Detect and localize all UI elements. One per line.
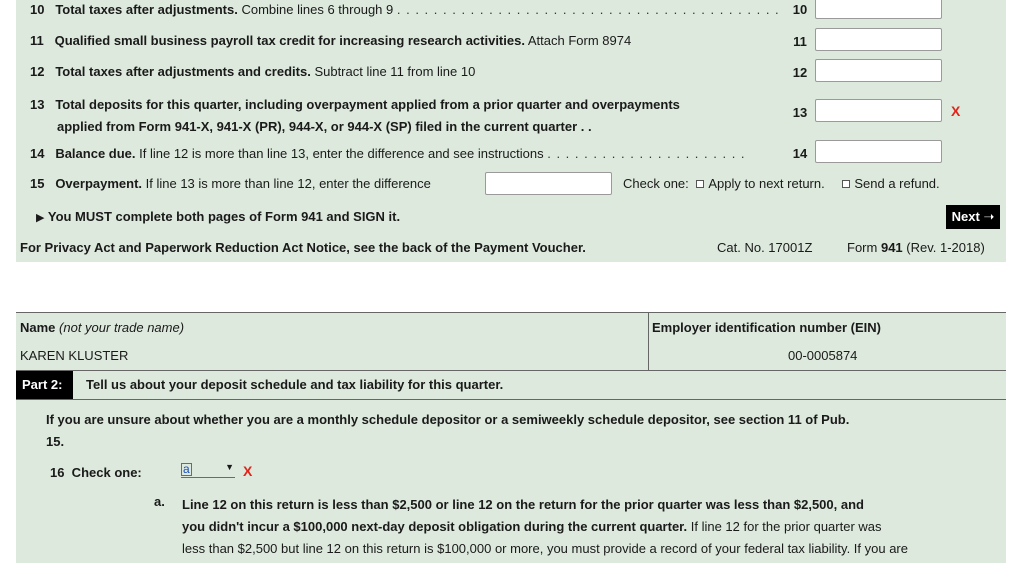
line-14-input[interactable] bbox=[815, 140, 942, 163]
must-complete-notice bbox=[36, 209, 400, 224]
next-button-label: Next bbox=[951, 209, 980, 224]
triangle-right-icon: ▶ bbox=[36, 212, 45, 224]
option-a-line2-bold: you didn't incur a $100,000 next-day deposit obligation during the current quarter. bbox=[182, 519, 688, 534]
box-number: 14 bbox=[792, 146, 808, 161]
form-revision: (Rev. 1-2018) bbox=[906, 240, 985, 255]
line-label: Total taxes after adjustments and credits. bbox=[55, 64, 311, 79]
deposit-intro-line1: If you are unsure about whether you are a monthly schedule depositor or a semiweekly schedule depositor, see section 11 of Pub. bbox=[46, 412, 850, 427]
dot-leader: . . . . . . . . . . . . . . . . . . . . . . bbox=[547, 146, 746, 161]
line-13 bbox=[30, 94, 790, 138]
line-number: 15 bbox=[30, 176, 45, 191]
arrow-right-icon: ➝ bbox=[983, 209, 995, 224]
line-desc: Attach Form 8974 bbox=[527, 33, 632, 48]
part2-top-rule bbox=[16, 370, 1006, 371]
line-10-input[interactable] bbox=[815, 0, 942, 19]
deposit-intro-line2: 15. bbox=[46, 434, 65, 449]
privacy-notice: For Privacy Act and Paperwork Reduction Act Notice, see the back of the Payment Voucher. bbox=[20, 240, 586, 255]
error-x-icon: X bbox=[951, 103, 961, 119]
name-hint: (not your trade name) bbox=[59, 320, 185, 335]
apply-next-label: Apply to next return. bbox=[708, 176, 825, 191]
name-ein-divider bbox=[648, 312, 649, 370]
line-label: Total deposits for this quarter, including overpayment applied from a prior quarter and overpayments bbox=[55, 97, 680, 112]
option-a-line1: Line 12 on this return is less than $2,500 or line 12 on the return for the prior quarter was less than $2,500, and bbox=[182, 497, 864, 512]
line-number: 14 bbox=[30, 146, 45, 161]
option-a-marker: a. bbox=[154, 494, 165, 509]
name-label bbox=[20, 320, 184, 335]
line-label: Total taxes after adjustments. bbox=[55, 2, 238, 17]
line-desc: Subtract line 11 from line 10 bbox=[314, 64, 476, 79]
part2-label: Part 2: bbox=[16, 371, 73, 399]
line-14 bbox=[30, 146, 790, 161]
line-11 bbox=[30, 33, 790, 48]
line-number: 12 bbox=[30, 64, 45, 79]
line-16-label: 16 Check one: bbox=[50, 465, 142, 480]
check-one-label: Check one: bbox=[623, 176, 689, 191]
line-13-input[interactable] bbox=[815, 99, 942, 122]
part2-title: Tell us about your deposit schedule and tax liability for this quarter. bbox=[86, 377, 504, 392]
box-number: 12 bbox=[792, 65, 808, 80]
line-desc: If line 12 is more than line 13, enter the difference and see instructions bbox=[139, 146, 544, 161]
box-number: 10 bbox=[792, 2, 808, 17]
ein-value: 00-0005874 bbox=[788, 348, 858, 363]
dropdown-arrow-icon: ▼ bbox=[225, 462, 234, 472]
ein-label: Employer identification number (EIN) bbox=[652, 320, 881, 335]
part2-bottom-rule bbox=[16, 399, 1006, 400]
line-number: 11 bbox=[30, 33, 44, 48]
line-label: Qualified small business payroll tax credit for increasing research activities. bbox=[54, 33, 525, 48]
dot-leader: . . . . . . . . . . . . . . . . . . . . . . . . . . . . . . . . . . . . . . . . . . bbox=[396, 2, 780, 17]
box-number: 13 bbox=[792, 105, 808, 120]
cat-no: Cat. No. 17001Z bbox=[717, 240, 813, 255]
name-value: KAREN KLUSTER bbox=[20, 348, 129, 363]
line-16-select[interactable] bbox=[181, 462, 235, 478]
error-x-icon: X bbox=[243, 463, 253, 479]
line-16-select-value: a bbox=[183, 462, 190, 476]
next-button[interactable] bbox=[946, 205, 1000, 229]
line-number: 13 bbox=[30, 97, 45, 112]
box-number: 11 bbox=[793, 34, 807, 49]
send-refund-checkbox[interactable] bbox=[842, 180, 850, 188]
apply-next-checkbox[interactable] bbox=[696, 180, 704, 188]
form-number: 941 bbox=[880, 240, 903, 255]
option-a-line2-rest: If line 12 for the prior quarter was bbox=[690, 519, 882, 534]
line-15-input[interactable] bbox=[485, 172, 612, 195]
line-12-input[interactable] bbox=[815, 59, 942, 82]
option-a-line3: less than $2,500 but line 12 on this return is $100,000 or more, you must provide a record of your federal tax liability. If you are bbox=[182, 541, 908, 556]
line-desc: If line 13 is more than line 12, enter the difference bbox=[145, 176, 431, 191]
send-refund-label: Send a refund. bbox=[854, 176, 940, 191]
line-label-cont: applied from Form 941-X, 941-X (PR), 944-X, or 944-X (SP) filed in the current quarter . . bbox=[57, 119, 592, 134]
deposit-intro bbox=[46, 409, 996, 453]
form-id bbox=[847, 240, 985, 255]
name-label-text: Name bbox=[20, 320, 56, 335]
line-12 bbox=[30, 64, 790, 79]
line-desc: Combine lines 6 through 9 bbox=[241, 2, 394, 17]
line-label: Balance due. bbox=[55, 146, 136, 161]
line-label: Overpayment. bbox=[55, 176, 143, 191]
form-prefix: Form bbox=[847, 240, 878, 255]
line-11-input[interactable] bbox=[815, 28, 942, 51]
line-15-options bbox=[623, 176, 940, 191]
page2-header-rule bbox=[16, 312, 1006, 313]
must-complete-text: You MUST complete both pages of Form 941 and SIGN it. bbox=[47, 209, 401, 224]
line-15 bbox=[30, 176, 490, 191]
line-number: 10 bbox=[30, 2, 45, 17]
option-a-text bbox=[182, 494, 1002, 560]
line-10 bbox=[30, 2, 790, 17]
